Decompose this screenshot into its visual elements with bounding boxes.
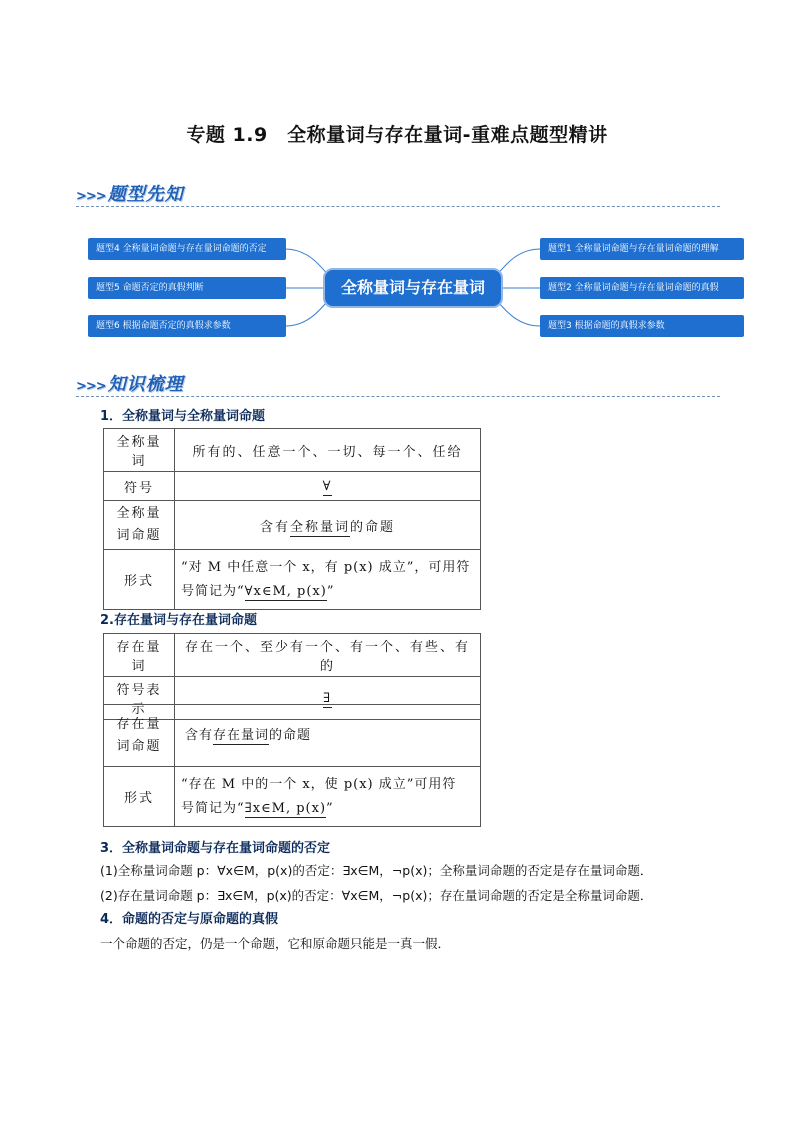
underlined-term: 全称量词	[289, 519, 350, 535]
truth-line: 一个命题的否定，仍是一个命题，它和原命题只能是一真一假．	[100, 936, 451, 951]
row-label: 存在量词	[104, 634, 175, 677]
table-row	[104, 550, 481, 610]
row-value: 所有的、任意一个、一切、每一个、任给	[175, 429, 481, 472]
row-label: 存在量 词命题	[104, 705, 175, 767]
section-arrows: >>>	[76, 189, 106, 204]
mindmap-topic-4: 题型4 全称量词命题与存在量词命题的否定	[88, 238, 286, 260]
section-header-preview	[76, 180, 184, 206]
section-divider	[76, 396, 720, 397]
row-value: 含有全称量词的命题	[175, 501, 481, 550]
table-row	[104, 472, 481, 501]
mindmap-topic-3: 题型3 根据命题的真假求参数	[540, 315, 744, 337]
underlined-formula: ∀x∈M, p(x)	[244, 583, 327, 599]
row-label: 符号表示	[104, 677, 175, 720]
row-label: 形式	[104, 550, 175, 610]
mindmap-topic-5: 题型5 命题否定的真假判断	[88, 277, 286, 299]
row-value: 存在一个、至少有一个、有一个、有些、有的	[175, 634, 481, 677]
row-value	[175, 472, 481, 501]
section-label: 知识梳理	[107, 374, 184, 395]
row-value: “对 M 中任意一个 x，有 p(x) 成立”，可用符 号简记为“∀x∈M, p(x)”	[175, 550, 481, 610]
section-header-review	[76, 370, 184, 396]
row-label: 全称量 词命题	[104, 501, 175, 550]
table-row	[104, 705, 481, 767]
table-row	[104, 634, 481, 677]
negation-line-1: (1)全称量词命题 p：∀x∈M，p(x)的否定：∃x∈M，¬p(x)；全称量词命题的否定是存在量词命题．	[100, 863, 653, 878]
section-arrows: >>>	[76, 379, 106, 394]
mindmap-topic-6: 题型6 根据命题否定的真假求参数	[88, 315, 286, 337]
mindmap-topic-1: 题型1 全称量词命题与存在量词命题的理解	[540, 238, 744, 260]
mindmap-center: 全称量词与存在量词	[323, 268, 503, 308]
negation-line-2: (2)存在量词命题 p：∃x∈M，p(x)的否定：∀x∈M，¬p(x)；存在量词命题的否定是全称量词命题．	[100, 888, 653, 903]
universal-table	[103, 428, 481, 610]
part2-heading: 2.存在量词与存在量词命题	[100, 613, 257, 628]
part4-heading: 4．命题的否定与原命题的真假	[100, 912, 279, 927]
section-divider	[76, 206, 720, 207]
underlined-term: 存在量词	[213, 727, 270, 743]
row-label: 形式	[104, 767, 175, 827]
table-row	[104, 429, 481, 472]
underlined-formula: ∃x∈M, p(x)	[244, 800, 327, 816]
table-row	[104, 767, 481, 827]
part1-heading: 1．全称量词与全称量词命题	[100, 409, 266, 424]
row-label: 符号	[104, 472, 175, 501]
section-label: 题型先知	[107, 184, 184, 205]
row-label: 全称量词	[104, 429, 175, 472]
exists-symbol: ∃	[322, 690, 333, 706]
row-value: “存在 M 中的一个 x，使 p(x) 成立”可用符 号简记为“∃x∈M, p(x)”	[175, 767, 481, 827]
row-value: 含有存在量词的命题	[175, 705, 481, 767]
page-title: 专题 1.9 全称量词与存在量词-重难点题型精讲	[186, 124, 608, 146]
table-row	[104, 501, 481, 550]
mindmap-topic-2: 题型2 全称量词命题与存在量词命题的真假	[540, 277, 744, 299]
existential-table-bottom	[103, 704, 481, 827]
forall-symbol: ∀	[322, 478, 333, 494]
part3-heading: 3．全称量词命题与存在量词命题的否定	[100, 841, 331, 856]
